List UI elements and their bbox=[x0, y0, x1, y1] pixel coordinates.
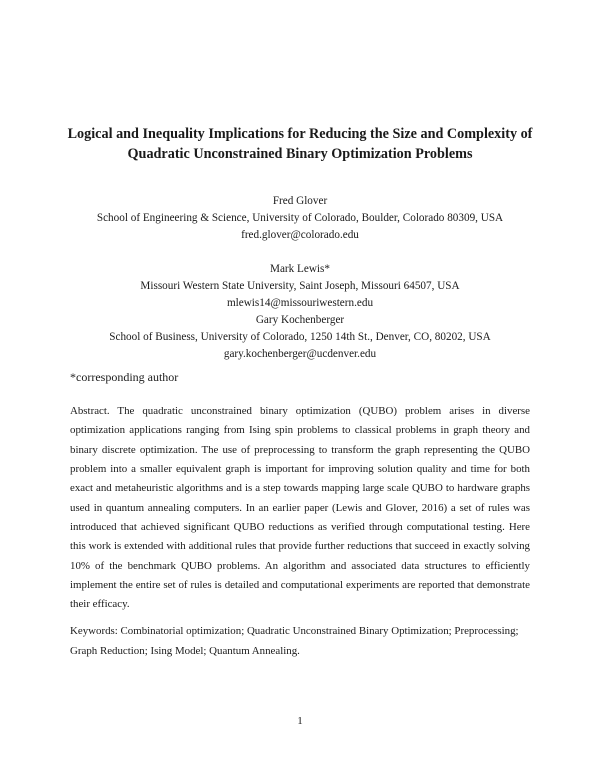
author-name: Gary Kochenberger bbox=[255, 314, 345, 326]
author-email: fred.glover@colorado.edu bbox=[241, 229, 359, 241]
author-block bbox=[40, 312, 560, 363]
author-block bbox=[40, 193, 560, 244]
corresponding-author-note: *corresponding author bbox=[70, 370, 179, 384]
author-email: mlewis14@missouriwestern.edu bbox=[226, 297, 374, 309]
paper-title: Logical and Inequality Implications for Reducing the Size and Complexity of Quadratic Unconstrained Binary Optimization Problems bbox=[67, 126, 533, 162]
author-affiliation: School of Engineering & Science, University of Colorado, Boulder, Colorado 80309, USA bbox=[96, 212, 504, 224]
author-affiliation: School of Business, University of Colorado, 1250 14th St., Denver, CO, 80202, USA bbox=[109, 331, 491, 343]
author-affiliation: Missouri Western State University, Saint Joseph, Missouri 64507, USA bbox=[140, 280, 460, 292]
author-email: gary.kochenberger@ucdenver.edu bbox=[223, 348, 377, 360]
author-block bbox=[40, 261, 560, 312]
abstract-paragraph: Abstract. The quadratic unconstrained binary optimization (QUBO) problem arises in diverse optimization applications ranging from Ising spin problems to classical problems in graph theory and binary discrete optimization. The use of preprocessing to transform the graph representing the QUBO problem into a smaller equivalent graph is important for improving solution quality and time for both exact and metaheuristic algorithms and is a step towards mapping large scale QUBO to hardware graphs used in quantum annealing computers. In an earlier paper (Lewis and Glover, 2016) a set of rules was introduced that achieved significant QUBO reductions as verified through computational testing. Here this work is extended with additional rules that provide further reductions that succeed in exactly solving 10% of the benchmark QUBO problems. An algorithm and associated data structures to efficiently implement the entire set of rules is detailed and computational experiments are reported that demonstrate their efficacy. bbox=[70, 405, 530, 611]
page-number: 1 bbox=[297, 715, 303, 727]
author-name: Mark Lewis* bbox=[270, 263, 330, 275]
keywords-paragraph: Keywords: Combinatorial optimization; Quadratic Unconstrained Binary Optimization; Preprocessing; Graph Reduction; Ising Model; Quantum Annealing. bbox=[70, 625, 519, 657]
author-name: Fred Glover bbox=[272, 195, 328, 207]
